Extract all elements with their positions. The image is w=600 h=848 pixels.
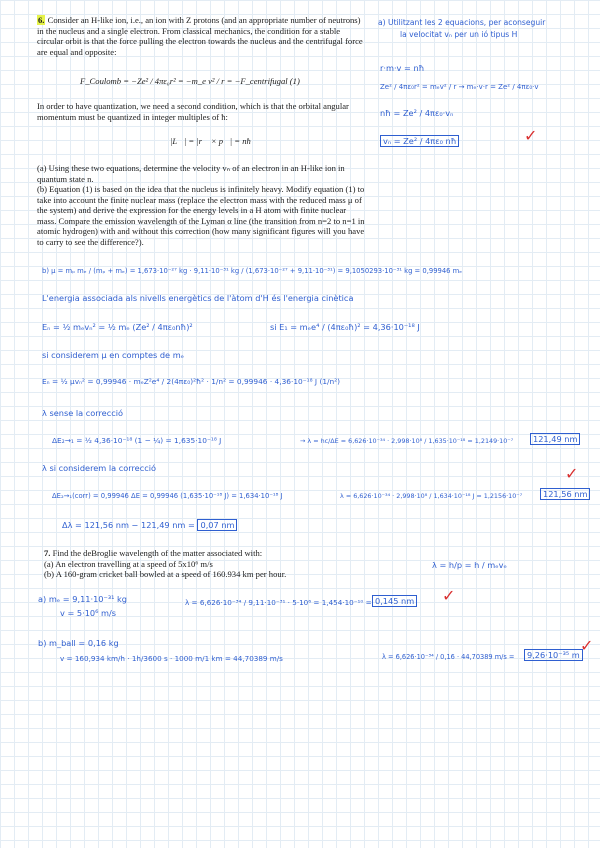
- hw-b-mu-text: si considerem μ en comptes de mₑ: [42, 350, 185, 360]
- hw-diff-text: Δλ = 121,56 nm − 121,49 nm =: [62, 520, 195, 530]
- hw-q7b-result: [524, 650, 583, 660]
- q7-part-a: (a) An electron travelling at a speed of 5x10⁶ m/s: [44, 558, 213, 569]
- hw-a-result-box: vₙ = Ze² / 4πε₀ nħ: [380, 135, 459, 147]
- q6-part-b: (b) Equation (1) is based on the idea that the nucleus is infinitely heavy. Modify equation (1) to take into account the finite nuclear mass (replace the electron mass with the reduced mass μ of the system) and derive the expression for the energy levels in a H atom with finite nuclear mass. Compare the emission wavelength of the Lyman α line (the transition from n=2 to n=1 in atomic hydrogen) with and without this correction (how many significant figures will you have to carry to see the difference?).: [37, 184, 365, 247]
- hw-corr-de: ΔE₂→₁(corr) = 0,99946 ΔE = 0,99946 (1,635·10⁻¹⁸ J) = 1,634·10⁻¹⁸ J: [52, 492, 283, 500]
- hw-a-note-2: la velocitat vₙ per un ió tipus H: [400, 30, 518, 39]
- hw-diff-line: [62, 520, 237, 530]
- hw-q7a-calc: λ = 6,626·10⁻³⁴ / 9,11·10⁻³¹ · 5·10⁶ = 1,454·10⁻¹⁰ =: [185, 598, 372, 607]
- hw-q7a-speed: v = 5·10⁶ m/s: [60, 608, 117, 618]
- q7-number: 7.: [44, 548, 51, 558]
- hw-b-e1: si E₁ = mₑe⁴ / (4πε₀ħ)² = 4,36·10⁻¹⁸ J: [270, 322, 420, 332]
- hw-a-line-1: r·m·v = nħ: [380, 63, 425, 73]
- q7-block: [44, 548, 364, 580]
- hw-no-corr-result-box: 121,49 nm: [530, 433, 580, 445]
- hw-corr-result-box: 121,56 nm: [540, 488, 590, 500]
- q6-equation-2: |L⃗| = |r⃗ × p⃗| = nħ: [170, 136, 251, 146]
- check-mark-icon: ✓: [580, 636, 594, 655]
- hw-q7b-calc: λ = 6,626·10⁻³⁴ / 0,16 · 44,70389 m/s =: [382, 653, 515, 661]
- check-mark-icon: ✓: [565, 464, 579, 483]
- hw-a-result: [380, 136, 459, 146]
- hw-no-corr-text: λ sense la correcció: [42, 408, 123, 418]
- hw-q7b-result-box: 9,26·10⁻³⁵ m: [524, 649, 583, 661]
- hw-q7a-result-box: 0,145 nm: [372, 595, 417, 607]
- q6-equation-1: F_Coulomb = −Ze² / 4πε₀r² = −m_e v² / r = −F_centrifugal (1): [80, 76, 300, 86]
- hw-q7a-result: [372, 596, 417, 606]
- hw-b-mu: b) μ = mₚ mₑ / (mₚ + mₑ) = 1,673·10⁻²⁷ kg · 9,11·10⁻³¹ kg / (1,673·10⁻²⁷ + 9,11·10⁻³¹) = 9,1050293·10⁻³¹ kg = 0,99946 mₑ: [42, 267, 463, 275]
- q7-intro: Find the deBroglie wavelength of the matter associated with:: [52, 548, 263, 558]
- hw-corr-result: [540, 489, 590, 499]
- hw-q7a-mass: a) mₑ = 9,11·10⁻³¹ kg: [38, 594, 127, 604]
- q6-intro: [37, 15, 367, 57]
- hw-q7b-speed: v = 160,934 km/h · 1h/3600 s · 1000 m/1 km = 44,70389 m/s: [60, 654, 283, 663]
- hw-b-en-mu: Eₙ = ½ μvₙ² = 0,99946 · mₑZ²e⁴ / 2(4πε₀)²ħ² · 1/n² = 0,99946 · 4,36·10⁻¹⁸ J (1/n²): [42, 377, 341, 386]
- hw-corr-text: λ si considerem la correcció: [42, 463, 157, 473]
- hw-q7b-mass: b) m_ball = 0,16 kg: [38, 638, 119, 648]
- check-mark-icon: ✓: [524, 126, 538, 145]
- q7-part-b: (b) A 160-gram cricket ball bowled at a speed of 160.934 km per hour.: [44, 569, 287, 580]
- q6-quant-text: In order to have quantization, we need a second condition, which is that the orbital angular momentum must be quantized in integer multiples of ħ:: [37, 101, 349, 122]
- hw-a-line-3: nħ = Ze² / 4πε₀·vₙ: [380, 108, 454, 118]
- hw-a-line-2: Ze² / 4πε₀r² = mₑv² / r → mₑ·v·r = Ze² / 4πε₀·v: [380, 83, 539, 91]
- hw-no-corr-lambda: → λ = hc/ΔE = 6,626·10⁻³⁴ · 2,998·10⁸ / 1,635·10⁻¹⁸ = 1,2149·10⁻⁷: [300, 437, 514, 445]
- hw-no-corr-de: ΔE₂→₁ = ½ 4,36·10⁻¹⁸ (1 − ¼) = 1,635·10⁻¹⁸ J: [52, 436, 222, 445]
- hw-b-energy-text: L'energia associada als nivells energètics de l'àtom d'H és l'energia cinètica: [42, 293, 354, 303]
- hw-corr-lambda: λ = 6,626·10⁻³⁴ · 2,998·10⁸ / 1,634·10⁻¹⁸ J = 1,2156·10⁻⁷: [340, 492, 523, 500]
- q6-intro-text: Consider an H-like ion, i.e., an ion with Z protons (and an appropriate number of neutrons) in the nucleus and a single electron. From classical mechanics, the condition for a stable circular orbit is that the force pulling the electron towards the nucleus and the centrifugal force are equal and opposite:: [37, 15, 363, 57]
- hw-no-corr-result: [530, 434, 580, 444]
- hw-q7-formula: λ = h/p = h / mₑvₑ: [432, 560, 507, 570]
- q6-part-a: (a) Using these two equations, determine the velocity vₙ of an electron in an H-like ion in quantum state n.: [37, 163, 345, 184]
- check-mark-icon: ✓: [442, 586, 456, 605]
- hw-a-note-1: a) Utilitzant les 2 equacions, per aconseguir: [378, 18, 546, 27]
- hw-b-en: Eₙ = ½ mₑvₙ² = ½ mₑ (Ze² / 4πε₀nħ)²: [42, 322, 193, 332]
- q6-number: 6.: [38, 15, 45, 25]
- hw-diff-result-box: 0,07 nm: [197, 519, 237, 531]
